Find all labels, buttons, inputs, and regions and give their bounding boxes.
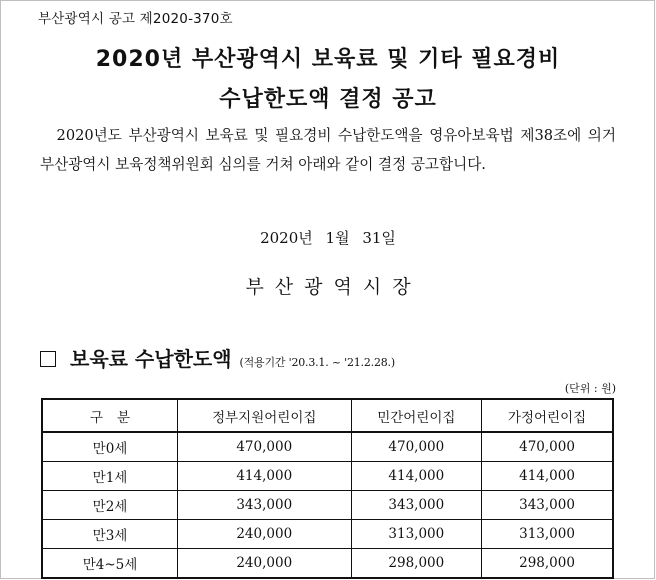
table-row bbox=[42, 549, 613, 579]
value-cell: 313,000 bbox=[351, 520, 482, 549]
value-cell: 313,000 bbox=[482, 520, 613, 549]
fee-table bbox=[41, 398, 614, 579]
column-header: 정부지원어린이집 bbox=[178, 399, 352, 432]
value-cell: 414,000 bbox=[351, 462, 482, 491]
notice-body: 2020년도 부산광역시 보육료 및 필요경비 수납한도액을 영유아보육법 제38조에 의거 부산광역시 보육정책위원회 심의를 거쳐 아래와 같이 결정 공고합니다. bbox=[40, 127, 616, 173]
table-row bbox=[42, 462, 613, 491]
section-title: 보육료 수납한도액 bbox=[70, 347, 232, 371]
section-heading bbox=[40, 343, 395, 372]
column-header: 민간어린이집 bbox=[351, 399, 482, 432]
column-header: 구분 bbox=[42, 399, 178, 432]
value-cell: 414,000 bbox=[482, 462, 613, 491]
value-cell: 298,000 bbox=[351, 549, 482, 579]
value-cell: 240,000 bbox=[178, 549, 352, 579]
table-row bbox=[42, 520, 613, 549]
table-row bbox=[42, 491, 613, 520]
notice-date: 2020년 1월 31일 bbox=[260, 229, 396, 247]
value-cell: 470,000 bbox=[178, 432, 352, 462]
age-cell: 만2세 bbox=[42, 491, 178, 520]
signer-name: 부산광역시장 bbox=[245, 276, 422, 298]
section-period: (적용기간 '20.3.1. ~ '21.2.28.) bbox=[239, 356, 395, 369]
age-cell: 만1세 bbox=[42, 462, 178, 491]
table-header-row bbox=[42, 399, 613, 432]
column-header: 가정어린이집 bbox=[482, 399, 613, 432]
value-cell: 470,000 bbox=[351, 432, 482, 462]
value-cell: 470,000 bbox=[482, 432, 613, 462]
notice-number: 부산광역시 공고 제2020-370호 bbox=[38, 11, 233, 27]
age-cell: 만0세 bbox=[42, 432, 178, 462]
document-title-line1: 2020년 부산광역시 보육료 및 기타 필요경비 bbox=[95, 47, 561, 72]
age-cell: 만3세 bbox=[42, 520, 178, 549]
value-cell: 298,000 bbox=[482, 549, 613, 579]
unit-label: (단위 : 원) bbox=[564, 382, 616, 395]
square-bullet-icon bbox=[40, 351, 56, 367]
value-cell: 240,000 bbox=[178, 520, 352, 549]
table-row bbox=[42, 432, 613, 462]
document-title-line2: 수납한도액 결정 공고 bbox=[219, 87, 437, 112]
value-cell: 343,000 bbox=[351, 491, 482, 520]
age-cell: 만4~5세 bbox=[42, 549, 178, 579]
value-cell: 343,000 bbox=[482, 491, 613, 520]
value-cell: 343,000 bbox=[178, 491, 352, 520]
value-cell: 414,000 bbox=[178, 462, 352, 491]
